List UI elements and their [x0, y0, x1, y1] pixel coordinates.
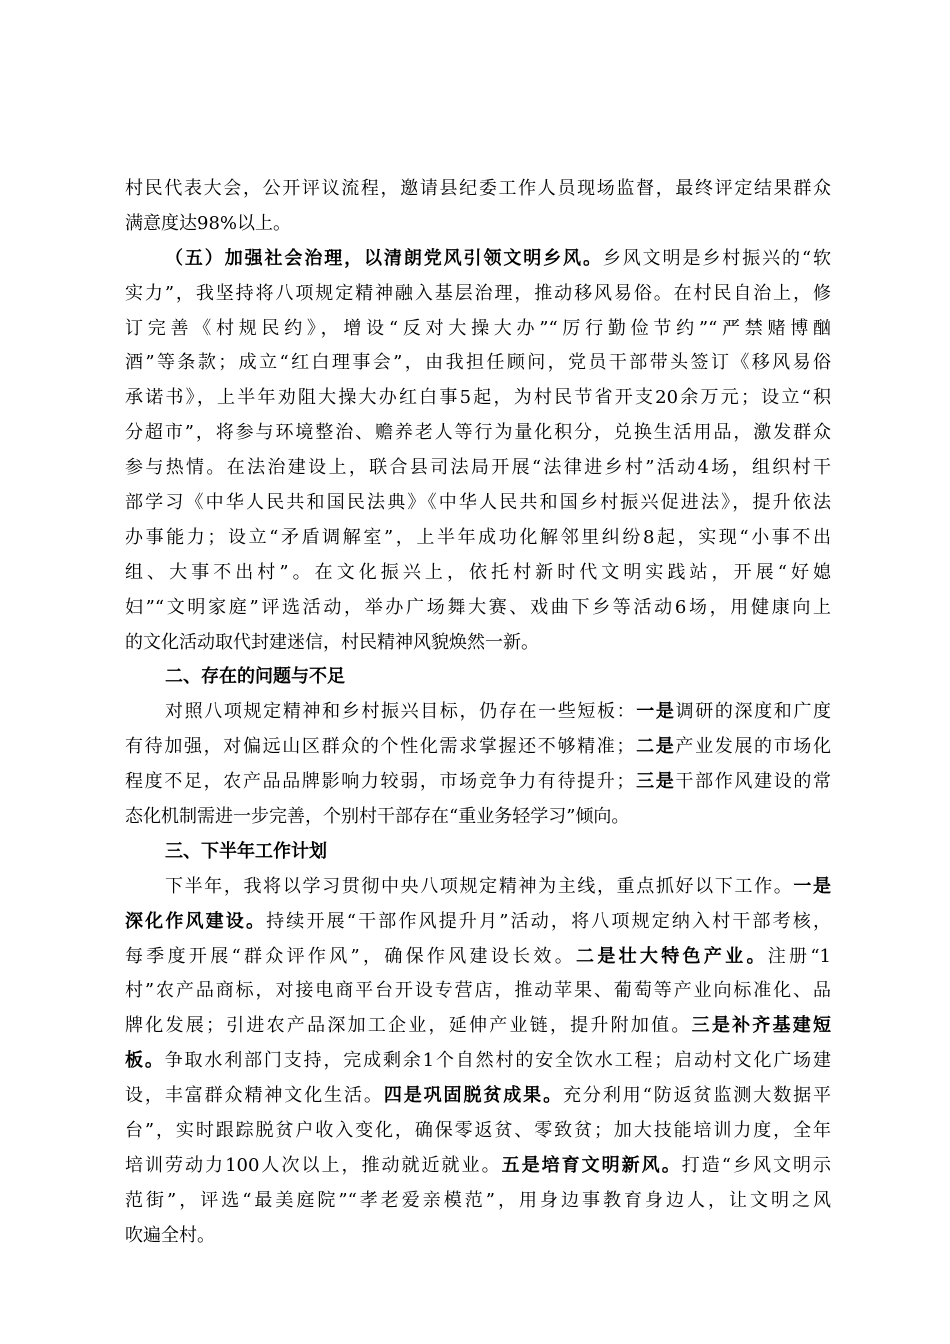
text-run: 调研的深度和广度: [675, 701, 832, 723]
text-run: 争取水利部门支持，完成剩余1个自然村的安全饮水工程；启动村文化广场建: [164, 1050, 832, 1072]
text-line: [125, 940, 831, 975]
text-run: 的文化活动取代封建迷信，村民精神风貌焕然一新。: [125, 631, 539, 653]
text-run: 充分利用“防返贫监测大数据平: [563, 1085, 832, 1107]
text-run: 村民代表大会，公开评议流程，邀请县纪委工作人员现场监督，最终评定结果群众: [125, 178, 831, 199]
text-run: 持续开展“干部作风提升月”活动，将八项规定纳入村干部考核，: [266, 910, 832, 932]
text-run: 组、大事不出村”。在文化振兴上，依托村新时代文明实践站，开展“好媳: [125, 561, 831, 583]
text-run: 下半年，我将以学习贯彻中央八项规定精神为主线，重点抓好以下工作。: [165, 875, 794, 897]
bold-text: 二、存在的问题与不足: [165, 666, 345, 688]
bold-text: 三是: [634, 771, 676, 793]
text-run: 部学习《中华人民共和国民法典》《中华人民共和国乡村振兴促进法》，提升依法: [125, 492, 831, 514]
text-run: 承诺书》，上半年劝阻大操大办红白事5起，为村民节省开支20余万元；设立“积: [125, 387, 831, 409]
bold-text: 四是巩固脱贫成果。: [383, 1085, 563, 1107]
text-line: [125, 1044, 831, 1079]
text-line: [125, 277, 831, 312]
text-line: [125, 1114, 831, 1149]
text-line: [125, 451, 831, 486]
document-page: [125, 172, 831, 1254]
text-run: 妇”“文明家庭”评选活动，举办广场舞大赛、戏曲下乡等活动6场，用健康向上: [125, 596, 831, 618]
text-line: [125, 521, 831, 556]
text-line: [125, 695, 831, 730]
text-run: 每季度开展“群众评作风”，确保作风建设长效。: [125, 945, 577, 967]
text-run: 酒”等条款；成立“红白理事会”，由我担任顾问，党员干部带头签订《移风易俗: [125, 352, 831, 374]
text-line: [125, 591, 831, 626]
text-run: 牌化发展；引进农产品深加工企业，延伸产业链，提升附加值。: [125, 1015, 692, 1037]
text-line: [125, 1009, 831, 1044]
bold-text: 三是补齐基建短: [691, 1015, 832, 1037]
text-run: 参与热情。在法治建设上，联合县司法局开展“法律进乡村”活动4场，组织村干: [125, 457, 831, 479]
text-line: [125, 1184, 831, 1219]
text-run: 台”，实时跟踪脱贫户收入变化，确保零返贫、零致贫；加大技能培训力度，全年: [125, 1120, 831, 1142]
bold-text: 一是: [636, 701, 676, 723]
text-line: [125, 1079, 831, 1114]
text-line: [125, 172, 831, 207]
bold-text: 深化作风建设。: [125, 910, 267, 932]
text-line: [125, 486, 831, 521]
text-run: 办事能力；设立“矛盾调解室”，上半年成功化解邻里纠纷8起，实现“小事不出: [125, 526, 831, 548]
bold-text: 三、下半年工作计划: [165, 840, 327, 862]
text-run: 产业发展的市场化: [675, 736, 832, 758]
bold-text: 二是壮大特色产业。: [576, 945, 768, 967]
bold-text: 一是: [793, 875, 832, 897]
text-line: [125, 312, 831, 347]
text-run: 培训劳动力100人次以上，推动就近就业。: [125, 1154, 502, 1176]
bold-text: 五是培育文明新风。: [501, 1154, 682, 1176]
text-run: 对照八项规定精神和乡村振兴目标，仍存在一些短板：: [165, 701, 637, 723]
text-run: 干部作风建设的常: [675, 771, 832, 793]
text-run: 设，丰富群众精神文化生活。: [125, 1085, 384, 1107]
text-run: 村”农产品商标，对接电商平台开设专营店，推动苹果、葡萄等产业向标准化、品: [125, 980, 831, 1002]
text-run: 满意度达98%以上。: [125, 212, 292, 234]
text-line: [125, 556, 831, 591]
section-heading: [125, 660, 831, 695]
text-line: [125, 1149, 831, 1184]
text-run: 打造“乡风文明示: [681, 1154, 832, 1176]
text-run: 分超市”，将参与环境整治、赡养老人等行为量化积分，兑换生活用品，激发群众: [125, 422, 831, 444]
text-run: 注册“1: [767, 945, 832, 967]
text-line: [125, 381, 831, 416]
text-line: [125, 730, 831, 765]
text-run: 订完善《村规民约》，增设“反对大操大办”“厉行勤俭节约”“严禁赌博酗: [125, 317, 831, 339]
bold-text: （五）加强社会治理，以清朗党风引领文明乡风。: [165, 247, 603, 269]
bold-text: 二是: [634, 736, 676, 758]
text-run: 程度不足，农产品品牌影响力较弱，市场竞争力有待提升；: [125, 771, 635, 793]
text-run: 态化机制需进一步完善，个别村干部存在“重业务轻学习”倾向。: [125, 806, 630, 828]
text-line: [125, 800, 831, 835]
text-line: [125, 416, 831, 451]
text-run: 吹遍全村。: [125, 1224, 215, 1246]
text-line: [125, 765, 831, 800]
text-run: 有待加强，对偏远山区群众的个性化需求掌握还不够精准；: [125, 736, 635, 758]
text-line: [125, 1219, 831, 1254]
text-line: [125, 207, 831, 242]
text-line: [125, 974, 831, 1009]
bold-text: 板。: [125, 1050, 165, 1072]
text-run: 实力”，我坚持将八项规定精神融入基层治理，推动移风易俗。在村民自治上，修: [125, 282, 831, 304]
text-line: [125, 346, 831, 381]
section-heading: [125, 835, 831, 870]
text-line: [125, 242, 831, 277]
text-run: 乡风文明是乡村振兴的“软: [602, 247, 832, 269]
text-line: [125, 626, 831, 661]
text-line: [125, 905, 831, 940]
text-line: [125, 870, 831, 905]
text-run: 范街”，评选“最美庭院”“孝老爱亲模范”，用身边事教育身边人，让文明之风: [125, 1189, 831, 1211]
